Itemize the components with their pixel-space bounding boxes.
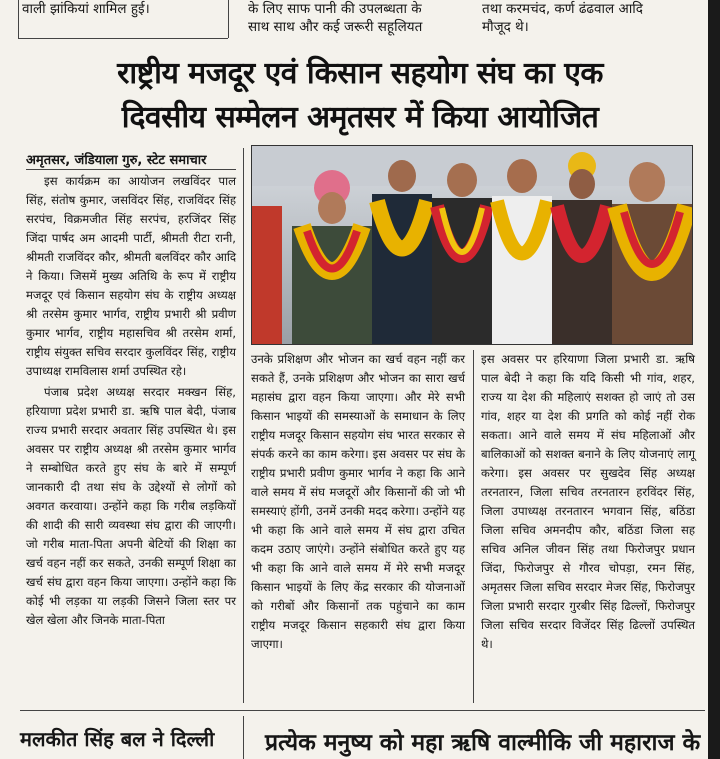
event-photo xyxy=(251,145,693,345)
paragraph: पंजाब प्रदेश अध्यक्ष सरदार मक्खन सिंह, हरियाणा प्रदेश प्रभारी डा. ऋषि पाल बेदी, पंजाब राज्य प्रभारी सरदार अवतार सिंह उपस्थित थे। इस अवसर पर राष्ट्रीय अध्यक्ष श्री तरसेम कुमार भार्गव ने सम्बोधित करते हुए संघ के बारे में सम्पूर्ण जानकारी दी तथा संघ के उद्देश्यों से लोगों को अवगत करवाया। उन्होंने कहा कि गरीब लड़कियों की शादी की सारी व्यवस्था संघ द्वारा की जाएगी। जो गरीब माता-पिता अपनी बेटियों की शिक्षा का खर्च वहन नहीं कर सकते, उनकी सम्पूर्ण शिक्षा का खर्च संघ द्वारा वहन किया जाएगा। उन्होंने कहा कि कोई भी लड़का या लड़की जिसने जिला स्तर पर खेल खेला और जिनके माता-पिता xyxy=(26,385,236,627)
headline-line-2: दिवसीय सम्मेलन अमृतसर में किया आयोजित xyxy=(121,100,599,135)
paragraph: उनके प्रशिक्षण और भोजन का खर्च वहन नहीं कर सकते हैं, उनके प्रशिक्षण और भोजन का सारा खर्च महासंघ द्वारा वहन किया जाएगा। और मेरे सभी किसान भाइयों की समस्याओं के समाधान के लिए राष्ट्रीय मजदूर किसान सहयोग संघ भारत सरकार से संपर्क करने का काम करेगा। इस अवसर पर संघ के राष्ट्रीय प्रभारी प्रवीण कुमार भार्गव ने कहा कि आने वाले समय में संघ मजदूरों और किसानों की जो भी समस्याएं होंगी, उनमें उनकी मदद करेगा। उन्होंने यह भी कहा कि आने वाले समय में संघ द्वारा उचित कदम उठाए जाएंगे। उन्होंने संबोधित करते हुए यह भी कहा कि आने वाले समय में मेरे सभी मजदूर किसान भाइयों के लिए केंद्र सरकार की योजनाओं को गरीबों और किसानों तक पहुंचाने का काम राष्ट्रीय मजदूर किसान सहकारी संघ द्वारा किया जाएगा। xyxy=(251,352,465,651)
article-column-2 xyxy=(251,350,465,654)
column-rule xyxy=(18,0,19,38)
article-column-1 xyxy=(26,172,236,630)
column-rule xyxy=(243,716,244,759)
paragraph: इस अवसर पर हरियाणा जिला प्रभारी डा. ऋषि पाल बेदी ने कहा कि यदि किसी भी गांव, शहर, राज्य या देश की महिलाएं सशक्त हो जाएं तो उस गांव, शहर या देश की प्रगति को कोई नहीं रोक सकता। आने वाले समय में संघ महिलाओं और बालिकाओं को सशक्त बनाने के लिए योजनाएं लागू करेगा। इस अवसर पर सुखदेव सिंह अध्यक्ष तरनतारन, जिला सचिव तरनतारन हरविंदर सिंह, जिला उपाध्यक्ष तरनतारन भगवान सिंह, बठिंडा जिला सचिव अमनदीप कौर, बठिंडा जिला सह सचिव अनिल जीवन सिंह तथा फिरोजपुर प्रधान जिंदा, फिरोजपुर से गौरव चोपड़ा, रमन सिंह, अमृतसर जिला सचिव सरदार मेजर सिंह, फिरोजपुर जिला प्रभारी सरदार गुरबीर सिंह ढिल्लों, फिरोजपुर जिला सचिव सरदार विजेंदर सिंह ढिल्लों उपस्थित थे। xyxy=(481,352,695,651)
column-rule xyxy=(243,148,244,703)
dateline-rule xyxy=(26,169,236,170)
headline-line-1: राष्ट्रीय मजदूर एवं किसान सहयोग संघ का एक xyxy=(117,56,603,91)
dateline: अमृतसर, जंडियाला गुरु, स्टेट समाचार xyxy=(26,153,207,168)
next-article-headline-left: मलकीत सिंह बल ने दिल्ली xyxy=(20,727,215,751)
column-rule xyxy=(473,350,474,703)
previous-article-col3 xyxy=(482,0,704,36)
strip-line: मौजूद थे। xyxy=(482,19,529,35)
column-rule xyxy=(228,0,229,38)
previous-article-strip xyxy=(0,0,720,40)
strip-line: साथ साथ और कई जरूरी सहूलियत xyxy=(248,19,423,35)
box-rule xyxy=(18,38,228,39)
strip-line: वाली झांकियां शामिल हुई। xyxy=(22,1,150,17)
previous-article-col1 xyxy=(22,0,222,18)
strip-line: के लिए साफ पानी की उपलब्धता के xyxy=(248,1,422,17)
paragraph: इस कार्यक्रम का आयोजन लखविंदर पाल सिंह, संतोष कुमार, जसविंदर सिंह, राजविंदर सिंह सरपंच, विक्रमजीत सिंह सरपंच, हरजिंदर सिंह जिंदा पार्षद अम आदमी पार्टी, श्रीमती रीटा रानी, श्रीमती राजविंदर कौर, श्रीमती बलविंदर कौर आदि ने किया। जिसमें मुख्य अतिथि के रूप में राष्ट्रीय मजदूर एवं किसान सहयोग संघ के राष्ट्रीय अध्यक्ष श्री तरसेम कुमार भार्गव, राष्ट्रीय प्रभारी श्री प्रवीण कुमार भार्गव, राष्ट्रीय महासचिव श्री तरसेम शर्मा, राष्ट्रीय संयुक्त सचिव सरदार कुलविंदर सिंह, राष्ट्रीय उपाध्यक्ष रामविलास शर्मा उपस्थित रहे। xyxy=(26,174,236,378)
article-column-3 xyxy=(481,350,695,654)
article-bottom-rule xyxy=(20,710,705,711)
next-article-headline-right: प्रत्येक मनुष्य को महा ऋषि वाल्मीकि जी महाराज के xyxy=(265,730,701,756)
page-edge xyxy=(708,0,720,759)
previous-article-col2 xyxy=(248,0,470,36)
strip-line: तथा करमचंद, कर्ण ढंढवाल आदि xyxy=(482,1,643,17)
